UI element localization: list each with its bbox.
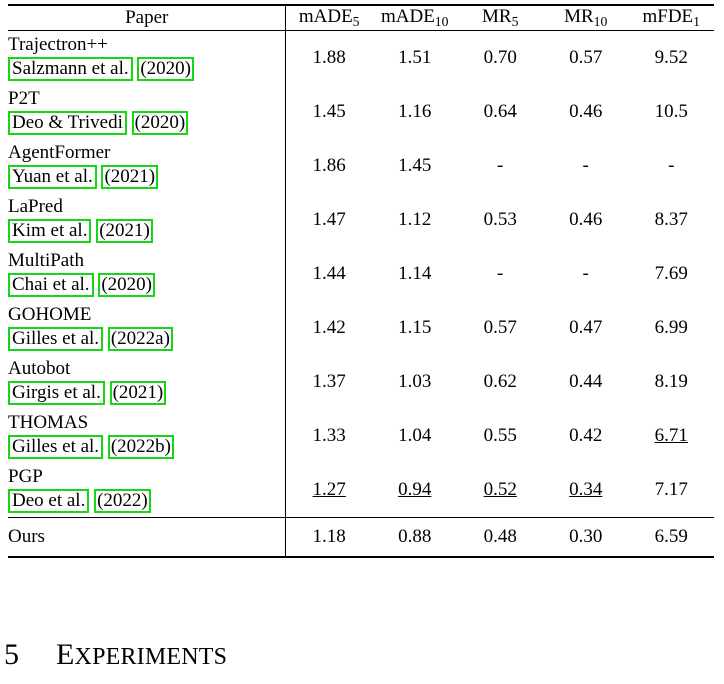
paper-cell [8, 409, 286, 463]
paper-cell [8, 85, 286, 139]
citation-author: Salzmann et al. [12, 57, 129, 79]
cell-made5: 1.44 [312, 262, 346, 284]
cell-made10: 1.14 [398, 262, 432, 284]
table-header [8, 5, 714, 30]
paper-name: Autobot [8, 358, 71, 380]
cell-mr10: 0.47 [569, 316, 603, 338]
cell-made5: 1.86 [312, 154, 346, 176]
cell-mfde1: 6.59 [628, 517, 714, 557]
cell-made10: 1.15 [398, 316, 432, 338]
cell-mr5: 0.62 [483, 370, 517, 392]
column-header-made5-sub: 5 [352, 13, 360, 29]
cell-made10: 1.51 [372, 30, 458, 85]
citation-year-box[interactable] [98, 273, 155, 298]
cell-made10: 0.94 [398, 478, 432, 500]
table-row [8, 30, 714, 85]
column-header-mr10 [543, 5, 629, 30]
section-title-rest: XPERIMENTS [74, 644, 228, 670]
table-row [8, 463, 714, 518]
cell-mfde1: 8.19 [654, 370, 688, 392]
citation-year-box[interactable] [108, 435, 174, 460]
cell-made10: 1.12 [398, 208, 432, 230]
citation-author: Gilles et al. [12, 435, 100, 457]
citation-line [8, 219, 285, 244]
cell-mr10: 0.30 [543, 517, 629, 557]
table-row [8, 193, 714, 247]
paper-cell [8, 355, 286, 409]
citation-author-box[interactable] [8, 435, 103, 460]
citation-author: Deo & Trivedi [12, 111, 123, 133]
column-header-mfde1 [628, 5, 714, 30]
cell-mr10: - [582, 154, 589, 176]
cell-mr5: 0.55 [483, 424, 517, 446]
column-header-mfde1-label: mFDE [642, 6, 694, 27]
paper-name: GOHOME [8, 304, 92, 326]
table-row [8, 355, 714, 409]
cell-mr5: - [497, 154, 504, 176]
citation-year: (2022b) [110, 435, 171, 457]
citation-author-box[interactable] [8, 219, 91, 244]
cell-mr5: 0.70 [457, 30, 543, 85]
citation-author-box[interactable] [8, 57, 133, 82]
table-body [8, 30, 714, 557]
citation-author: Gilles et al. [12, 327, 100, 349]
paper-cell [8, 301, 286, 355]
paper-cell [8, 30, 286, 85]
citation-year: (2021) [99, 219, 150, 241]
cell-mr5: 0.57 [483, 316, 517, 338]
paper-name: P2T [8, 88, 40, 110]
paper-cell [8, 247, 286, 301]
citation-line [8, 327, 285, 352]
paper-name: LaPred [8, 196, 63, 218]
cell-mr5: 0.64 [483, 100, 517, 122]
citation-year: (2020) [134, 111, 186, 133]
citation-year: (2022) [97, 489, 148, 511]
column-header-mr5-sub: 5 [511, 13, 519, 29]
column-header-mr10-sub: 10 [593, 13, 608, 29]
cell-made5: 1.33 [312, 424, 346, 446]
citation-author: Chai et al. [12, 273, 90, 295]
cell-mfde1: - [668, 154, 675, 176]
cell-made5: 1.42 [312, 316, 346, 338]
citation-line [8, 381, 285, 406]
cell-made5: 1.27 [312, 478, 346, 500]
citation-author-box[interactable] [8, 489, 89, 514]
paper-cell [8, 139, 286, 193]
citation-year-box[interactable] [132, 111, 189, 136]
paper-cell-ours [8, 517, 286, 557]
column-header-mr5 [457, 5, 543, 30]
column-header-mfde1-sub: 1 [693, 13, 700, 29]
citation-line [8, 165, 285, 190]
paper-name: PGP [8, 466, 43, 488]
citation-year: (2020) [101, 273, 152, 295]
cell-made5: 1.47 [312, 208, 346, 230]
citation-year: (2021) [104, 165, 156, 187]
table-row [8, 247, 714, 301]
citation-year-box[interactable] [137, 57, 194, 82]
cell-mr10: 0.57 [543, 30, 629, 85]
citation-year-box[interactable] [96, 219, 153, 244]
section-heading [4, 638, 227, 672]
cell-made5: 1.88 [286, 30, 372, 85]
table-row [8, 85, 714, 139]
section-title-first-letter: E [56, 638, 75, 671]
citation-author-box[interactable] [8, 381, 105, 406]
cell-made10: 0.88 [372, 517, 458, 557]
section-number: 5 [4, 638, 20, 671]
cell-mr5: 0.52 [483, 478, 517, 500]
column-header-made5-label: mADE [298, 6, 353, 27]
cell-mfde1: 9.52 [628, 30, 714, 85]
citation-author: Deo et al. [12, 489, 86, 511]
column-header-paper [8, 5, 286, 30]
column-header-paper-label: Paper [125, 6, 169, 28]
citation-line [8, 57, 285, 82]
cell-mr5: - [497, 262, 504, 284]
citation-author-box[interactable] [8, 165, 97, 190]
citation-year-box[interactable] [94, 489, 151, 514]
table-row [8, 301, 714, 355]
citation-year: (2022a) [110, 327, 170, 349]
citation-year-box[interactable] [108, 327, 173, 352]
cell-mr10: 0.46 [569, 100, 603, 122]
cell-made5: 1.37 [312, 370, 346, 392]
column-header-made10 [372, 5, 458, 30]
column-header-mr10-label: MR [564, 6, 594, 27]
cell-mfde1: 7.17 [654, 478, 688, 500]
citation-author: Kim et al. [12, 219, 88, 241]
citation-year-box[interactable] [110, 381, 167, 406]
citation-line [8, 273, 285, 298]
cell-mr10: 0.46 [569, 208, 603, 230]
citation-author-box[interactable] [8, 327, 103, 352]
cell-mr5: 0.48 [457, 517, 543, 557]
citation-year: (2020) [140, 57, 192, 79]
cell-mr10: - [582, 262, 589, 284]
table-row [8, 139, 714, 193]
paper-name: MultiPath [8, 250, 85, 272]
column-header-made10-sub: 10 [434, 13, 449, 29]
paper-name: AgentFormer [8, 142, 111, 164]
paper-cell [8, 193, 286, 247]
column-header-made10-label: mADE [380, 6, 435, 27]
cell-made5: 1.45 [312, 100, 346, 122]
cell-made10: 1.16 [398, 100, 432, 122]
citation-year-box[interactable] [101, 165, 158, 190]
cell-mr10: 0.34 [569, 478, 603, 500]
cell-mr10: 0.44 [569, 370, 603, 392]
citation-line [8, 435, 285, 460]
citation-author: Girgis et al. [12, 381, 101, 403]
cell-mr10: 0.42 [569, 424, 603, 446]
cell-mfde1: 10.5 [654, 100, 688, 122]
cell-mr5: 0.53 [483, 208, 517, 230]
cell-made5: 1.18 [286, 517, 372, 557]
paper-cell [8, 463, 286, 518]
paper-name: THOMAS [8, 412, 89, 434]
cell-mfde1: 6.71 [654, 424, 688, 446]
citation-author-box[interactable] [8, 273, 94, 298]
cell-made10: 1.45 [398, 154, 432, 176]
citation-line [8, 489, 285, 514]
citation-year: (2021) [112, 381, 164, 403]
cell-made10: 1.04 [398, 424, 432, 446]
citation-author-box[interactable] [8, 111, 127, 136]
table-row [8, 409, 714, 463]
citation-author: Yuan et al. [12, 165, 93, 187]
results-table [8, 4, 714, 558]
table-header-row [8, 5, 714, 30]
cell-mfde1: 8.37 [654, 208, 688, 230]
cell-mfde1: 7.69 [654, 262, 688, 284]
column-header-mr5-label: MR [482, 6, 512, 27]
paper-name: Trajectron++ [8, 34, 108, 56]
cell-made10: 1.03 [398, 370, 432, 392]
column-header-made5 [286, 5, 372, 30]
cell-mfde1: 6.99 [654, 316, 688, 338]
citation-line [8, 111, 285, 136]
paper-name: Ours [8, 526, 45, 548]
table-row-ours [8, 517, 714, 557]
